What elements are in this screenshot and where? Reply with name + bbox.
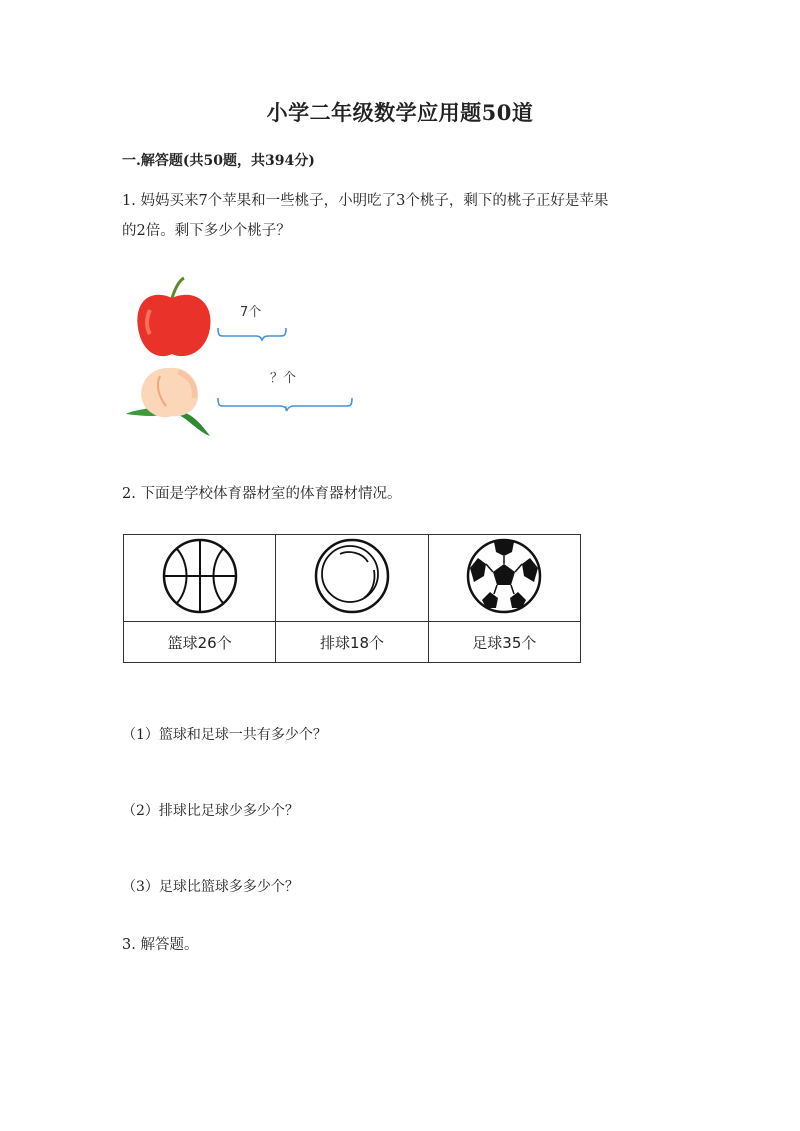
peach-bracket xyxy=(218,398,352,411)
table-cell xyxy=(428,535,580,622)
table-cell xyxy=(276,535,428,622)
sub-question-1: （1）篮球和足球一共有多少个？ xyxy=(122,727,327,743)
basketball-count-label: 篮球26个 xyxy=(124,622,276,663)
soccer-ball-count-label: 足球35个 xyxy=(428,622,580,663)
peach-count-label: ？个 xyxy=(270,371,297,386)
apple-icon xyxy=(137,278,210,356)
volleyball-icon xyxy=(312,536,392,616)
sub-question-2: （2）排球比足球少多少个？ xyxy=(122,803,299,819)
apple-peach-figure xyxy=(120,276,370,441)
soccer-ball-icon xyxy=(464,536,544,616)
basketball-icon xyxy=(160,536,240,616)
question-1-line-2: 的2倍。剩下多少个桃子？ xyxy=(122,223,291,239)
sports-equipment-table xyxy=(123,534,581,663)
section-heading: 一.解答题(共50题，共394分) xyxy=(122,153,315,169)
question-1-text xyxy=(122,186,682,246)
volleyball-count-label: 排球18个 xyxy=(276,622,428,663)
page-title: 小学二年级数学应用题50道 xyxy=(266,100,534,125)
sub-question-3: （3）足球比篮球多多少个？ xyxy=(122,879,299,895)
apple-bracket xyxy=(218,328,286,340)
question-1-line-1: 1. 妈妈买来7个苹果和一些桃子，小明吃了3个桃子，剩下的桃子正好是苹果 xyxy=(122,193,609,209)
table-cell xyxy=(124,535,276,622)
peach-icon xyxy=(126,368,210,436)
apple-count-label: 7个 xyxy=(240,305,262,320)
question-3-text: 3. 解答题。 xyxy=(122,937,199,953)
question-2-text: 2. 下面是学校体育器材室的体育器材情况。 xyxy=(122,486,402,502)
